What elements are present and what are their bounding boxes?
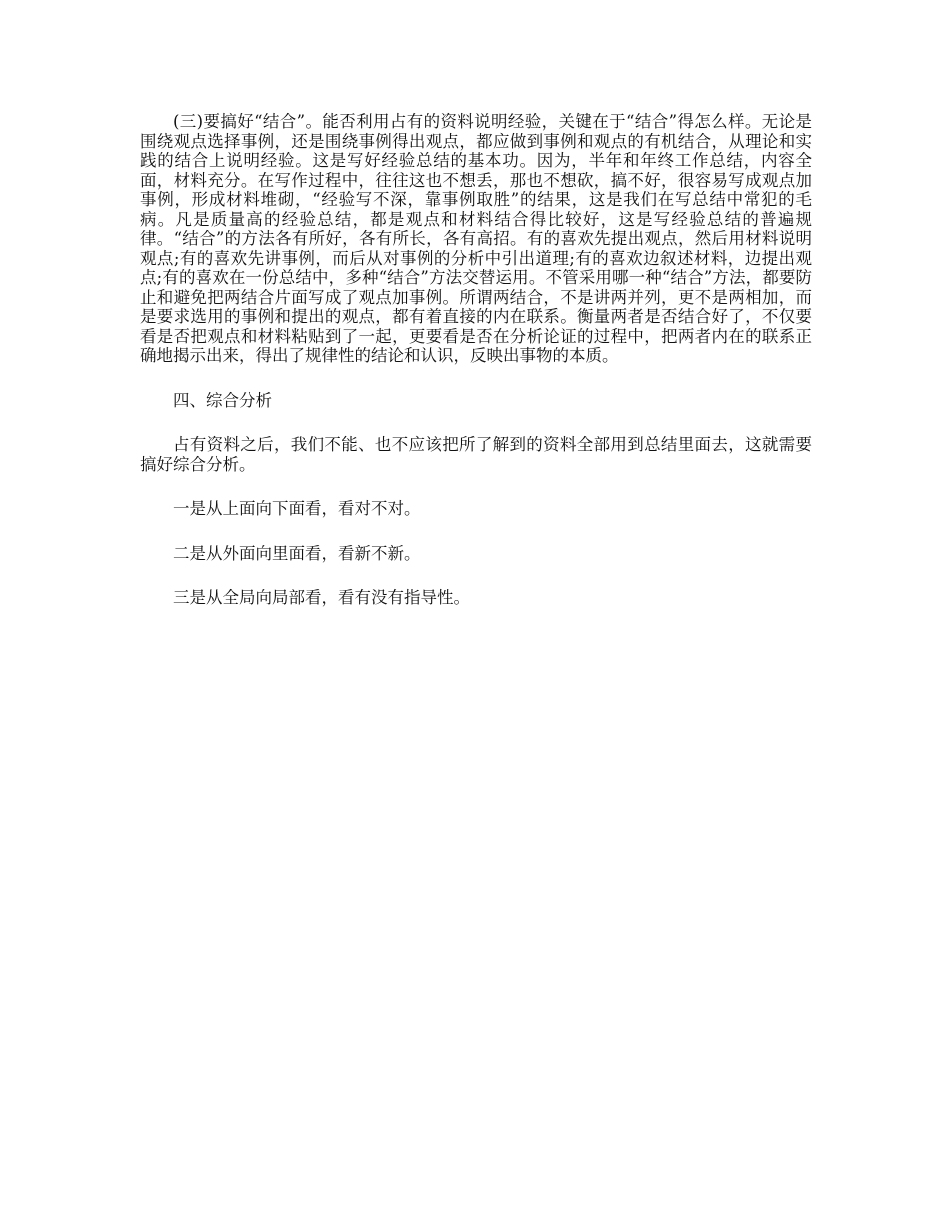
paragraph-point-one: 一是从上面向下面看，看对不对。 <box>173 499 421 518</box>
document-body <box>140 112 812 608</box>
paragraph-combination: (三)要搞好“结合”。能否利用占有的资料说明经验，关键在于“结合”得怎么样。无论是围绕观点选择事例，还是围绕事例得出观点，都应做到事例和观点的有机结合，从理论和实践的结合上说明经验。这是写好经验总结的基本功。因为，半年和年终工作总结，内容全面，材料充分。在写作过程中，往往这也不想丢，那也不想砍，搞不好，很容易写成观点加事例，形成材料堆砌，“经验写不深，靠事例取胜”的结果，这是我们在写总结中常犯的毛病。凡是质量高的经验总结，都是观点和材料结合得比较好，这是写经验总结的普遍规律。“结合”的方法各有所好，各有所长，各有高招。有的喜欢先提出观点，然后用材料说明观点;有的喜欢先讲事例，而后从对事例的分析中引出道理;有的喜欢边叙述材料，边提出观点;有的喜欢在一份总结中，多种“结合”方法交替运用。不管采用哪一种“结合”方法，都要防止和避免把两结合片面写成了观点加事例。所谓两结合，不是讲两并列，更不是两相加，而是要求选用的事例和提出的观点，都有着直接的内在联系。衡量两者是否结合好了，不仅要看是否把观点和材料粘贴到了一起，更要看是否在分析论证的过程中，把两者内在的联系正确地揭示出来，得出了规律性的结论和认识，反映出事物的本质。 <box>140 112 812 365</box>
section-heading-comprehensive-analysis: 四、综合分析 <box>173 390 272 410</box>
paragraph-point-two: 二是从外面向里面看，看新不新。 <box>173 543 421 563</box>
paragraph-point-three: 三是从全局向局部看，看有没有指导性。 <box>173 588 470 607</box>
paragraph-analysis-intro: 占有资料之后，我们不能、也不应该把所了解到的资料全部用到总结里面去，这就需要搞好综合分析。 <box>140 435 812 474</box>
